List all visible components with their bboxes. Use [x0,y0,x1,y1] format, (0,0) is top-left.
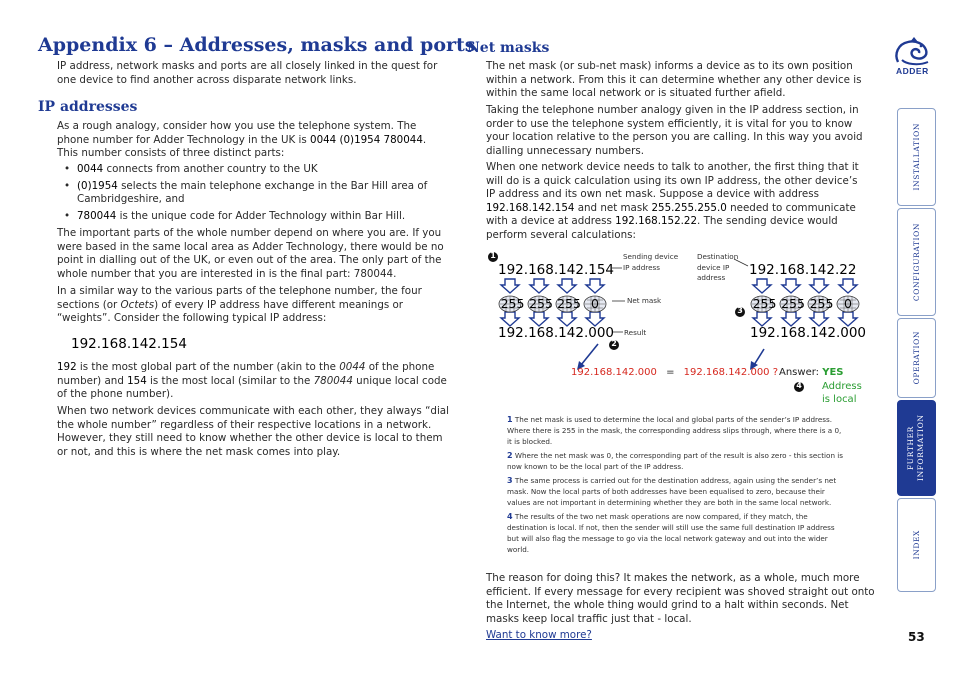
down-arrow-icon [782,312,800,326]
ip-p1-text-a: As a rough analogy, consider how you use the telephone system. The phone number for Adder Technology in the UK is [57,120,417,146]
mask-octet: 255 [752,296,777,311]
bullet-text: connects from another country to the UK [103,163,318,175]
phone-number: 0044 (0)1954 780044 [310,133,423,146]
p4-f: is the most local (similar to the [146,374,314,387]
label-destination: Destination device IP address [697,252,739,282]
down-arrow-icon [810,312,828,326]
note-text: The same process is carried out for the destination address, again using the sender’s net mask. Now the local parts of both addresses have been equalised to zero, because their values are not important in determining whether they are both in the same local network. [507,476,837,507]
tab-configuration[interactable] [897,208,936,316]
octet: 168 [528,262,554,278]
down-arrow-icon [530,312,548,326]
p4-b: is the most global part of the number (akin to the [76,361,340,373]
intro-paragraph: IP address, network masks and ports are all closely linked in the quest for one device to find another across disparate network links. [57,60,438,86]
note-text: Where the net mask was 0, the corresponding part of the result is also zero - this section is now known to be the local part of the IP address. [507,451,844,471]
destination-ip: 192.168.142.22 [749,262,857,278]
answer-note: Address is local [822,381,862,405]
down-arrow-icon [558,279,576,293]
ip-paragraph-2: The important parts of the whole number depend on where you are. If you were based in the same local area as Adder Technology, there would be no point in dialling out of the UK, or even out of the area. The only part of the whole number that you are interested in is the final part: 780044. [57,227,444,280]
page-title: Appendix 6 – Addresses, masks and ports [38,34,476,56]
bullet-icon: • [64,179,71,192]
answer-label: Answer: [779,367,820,378]
tab-label: CONFIGURATION [911,222,921,302]
list-item [64,180,444,207]
net-paragraph-3 [486,161,866,243]
destination-mask [750,296,862,311]
octet: 142 [558,262,584,278]
note-item [507,475,847,508]
net-p3-mask: 255.255.255.0 [651,201,727,214]
down-arrow-icon [839,279,857,293]
tab-index[interactable] [897,498,936,592]
bullet-text: selects the main telephone exchange in the Bar Hill area of Cambridgeshire, and [77,179,428,206]
octets-term: Octets [120,298,155,311]
label-sending: Sending device IP address [623,252,679,272]
ip-addresses-heading: IP addresses [38,99,138,115]
ip-paragraph-3 [57,285,442,326]
octet: 142 [809,262,835,278]
compare-equals: = [666,367,675,378]
note-item [507,511,847,555]
note-number: 3 [507,476,513,485]
netmask-diagram [486,246,886,410]
want-to-know-more-link[interactable]: Want to know more? [486,629,592,641]
destination-result: 192.168.142.000 [750,325,867,341]
note-text: The results of the two net mask operations are now compared, if they match, the destination is local. If not, then the sender will still use the same full destination IP address but will also flag the message to go via the local network gateway and out into the wider world. [507,512,835,554]
badge-3: 3 [737,306,743,315]
tab-further-information[interactable] [897,400,936,496]
p4-c: 0044 [339,361,366,373]
mask-octet: 255 [529,296,553,311]
octet: 142 [810,325,836,341]
net-p3-b: and net mask [574,201,652,214]
label-result: Result [624,328,647,337]
answer [779,367,844,378]
down-arrow-icon [530,279,548,293]
tab-installation[interactable] [897,108,936,206]
bullet-text: is the unique code for Adder Technology within Bar Hill. [116,209,406,222]
octet: 168 [779,262,805,278]
octet: 000 [588,325,615,341]
badge-4: 4 [796,381,802,390]
octet: 192 [498,325,524,341]
net-p3-ip1: 192.168.142.154 [486,201,575,214]
net-paragraph-end: The reason for doing this? It makes the network, as a whole, much more efficient. If every message for every recipient was shoved straight out onto the Internet, the whole thing would grind to a halt within seconds. Net masks keep local traffic just that - local. [486,572,875,625]
tab-label: INDEX [911,530,921,560]
tab-operation[interactable] [897,318,936,398]
octet: 192 [749,262,775,278]
compare-arrow [581,344,598,365]
net-p3-c: needed to communicate with a device at address [486,201,856,228]
net-p3-ip2: 192.168.152.22 [615,215,698,228]
ip-paragraph-5: When two network devices communicate with each other, they always “dial the whole number” regardless of their respective locations in a network. However, they still need to know whether the other device is local to them or not, and this is where the net mask comes into play. [57,405,449,458]
compare-arrow [754,349,764,365]
p4-e: 154 [127,374,147,387]
octet: 192 [750,325,776,341]
octet: 154 [588,262,615,278]
comparison-row [571,367,778,378]
badge-2: 2 [611,339,617,348]
page-number: 53 [908,630,925,644]
mask-octet: 0 [591,296,599,311]
diagram-notes [507,414,847,555]
ip-p1-text-b: . This number consists of three distinct parts: [57,133,427,160]
label-netmask: Net mask [627,296,662,305]
compare-right: 192.168.142.000 ? [683,367,779,378]
down-arrow-icon [839,312,857,326]
compare-left: 192.168.142.000 [571,367,657,378]
sender-mask [498,296,610,311]
down-arrow-icon [586,312,604,326]
sender-result: 192.168.142.000 [498,325,615,341]
net-paragraph-1: The net mask (or sub-net mask) informs a device as to its own position within a network. From this it can determine whether any other device is within the same local network or is situated further afield. [486,60,862,100]
list-item [64,163,444,177]
ip-paragraph-1 [57,120,447,161]
p4-d: of the phone number) and [57,361,435,387]
net-masks-heading: Net masks [467,40,550,56]
octet: 000 [840,325,867,341]
octet: 168 [528,325,554,341]
octet: 142 [558,325,584,341]
ip-p3-text-a: In a similar way to the various parts of the telephone number, the four sections (or [57,285,422,311]
answer-value: YES [822,367,844,378]
net-p3-d: . The sending device would perform several calculations: [486,215,838,241]
mask-octet: 255 [809,296,834,311]
note-text: The net mask is used to determine the local and global parts of the sender’s IP address. Where there is 255 in the mask, the corresponding address slips through, where there is a 0, it is blocked. [507,415,842,446]
mask-octet: 255 [557,296,581,311]
mask-octet: 0 [844,296,852,311]
mask-octet: 255 [500,296,525,311]
adder-logo-icon [888,36,938,68]
net-paragraph-2: Taking the telephone number analogy given in the IP address section, in order to use the telephone system efficiently, it is vital for you to know your location relative to the person you are calling. In this way you avoid dialling unnecessary numbers. [486,104,863,157]
ip-p3-text-b: ) of every IP address have different meanings or “weights”. Consider the following typical IP address: [57,298,404,325]
p4-g: 780044 [313,374,353,387]
down-arrow-icon [753,312,771,326]
down-arrow-icon [558,312,576,326]
down-arrow-icon [501,312,519,326]
sender-ip: 192.168.142.154 [498,262,615,278]
mask-octet: 255 [781,296,805,311]
note-item [507,414,847,447]
note-number: 4 [507,512,513,521]
octet: 168 [780,325,806,341]
down-arrow-icon [753,279,771,293]
down-arrow-icon [501,279,519,293]
octet: 192 [498,262,524,278]
note-number: 2 [507,451,513,460]
bullet-icon: • [64,209,71,222]
example-ip: 192.168.142.154 [71,336,187,352]
bullet-code: (0)1954 [77,179,118,192]
tab-label: FURTHER INFORMATION [905,414,925,482]
ip-paragraph-4 [57,361,449,402]
bullet-icon: • [64,163,71,175]
p4-a: 192 [57,361,77,373]
badge-1: 1 [490,251,496,260]
down-arrow-icon [782,279,800,293]
tab-label: OPERATION [911,331,921,385]
adder-logo [888,36,938,78]
net-p3-a: When one network device needs to talk to another, the first thing that it will do is a quick calculation using its own IP address, the other device’s IP address and its own net mask. Suppose a device with address [486,161,859,201]
logo-text: ADDER [896,66,929,76]
bullet-code: 0044 [77,163,104,175]
note-item [507,450,847,472]
note-number: 1 [507,415,513,424]
list-item [64,210,444,224]
p4-h: unique local code of the phone number). [57,374,447,401]
down-arrow-icon [810,279,828,293]
octet: 22 [839,262,857,278]
tab-label: INSTALLATION [911,123,921,191]
down-arrow-icon [586,279,604,293]
bullet-code: 780044 [77,209,117,222]
bullet-list [64,163,444,223]
